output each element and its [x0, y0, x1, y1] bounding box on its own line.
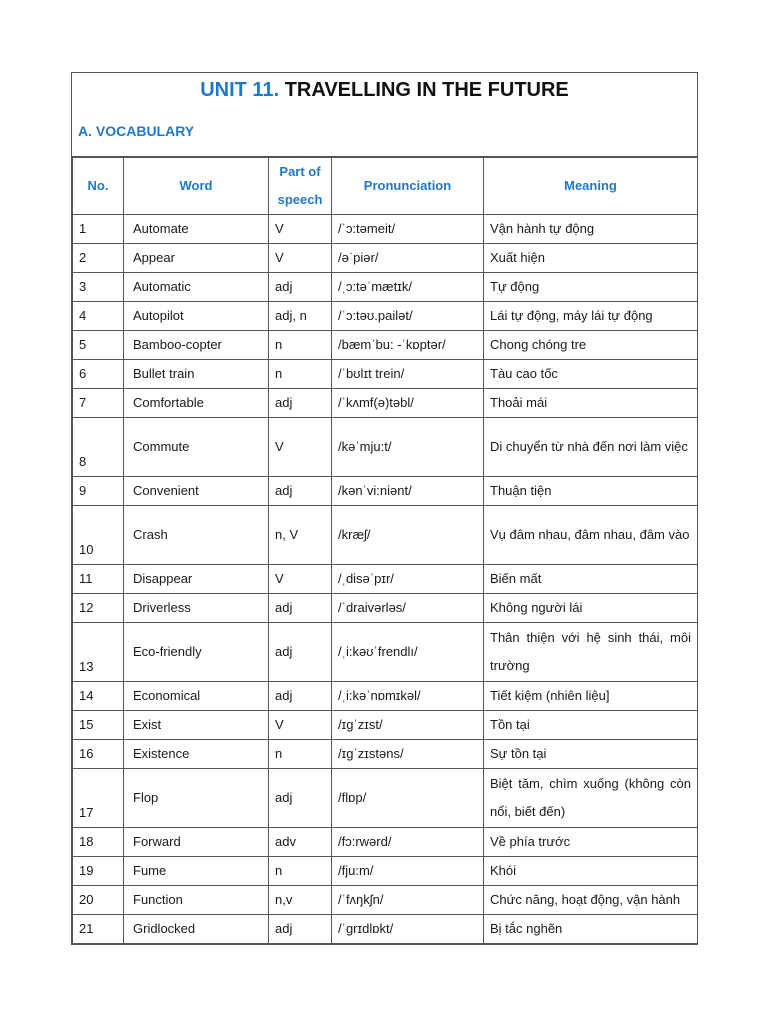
row-word: Flop: [124, 769, 269, 828]
row-part-of-speech: V: [269, 215, 332, 244]
row-number: 18: [73, 828, 124, 857]
row-meaning: Vụ đâm nhau, đâm nhau, đâm vào: [484, 506, 698, 565]
row-meaning: Vận hành tự động: [484, 215, 698, 244]
column-header-pronunciation: Pronunciation: [332, 158, 484, 215]
row-word: Economical: [124, 682, 269, 711]
section-title: A. VOCABULARY: [78, 123, 195, 139]
row-meaning: Thuận tiện: [484, 477, 698, 506]
row-pronunciation: /kənˈvi:niənt/: [332, 477, 484, 506]
row-part-of-speech: adj: [269, 273, 332, 302]
row-part-of-speech: V: [269, 418, 332, 477]
vocabulary-table: [72, 157, 698, 944]
table-row: [73, 915, 698, 944]
row-part-of-speech: adv: [269, 828, 332, 857]
table-row: [73, 565, 698, 594]
table-row: [73, 886, 698, 915]
row-meaning: Chức năng, hoạt động, vận hành: [484, 886, 698, 915]
row-part-of-speech: adj: [269, 623, 332, 682]
row-pronunciation: /ˌi:kəˈnɒmɪkəl/: [332, 682, 484, 711]
table-row: [73, 273, 698, 302]
row-word: Exist: [124, 711, 269, 740]
row-meaning: Khói: [484, 857, 698, 886]
row-part-of-speech: n: [269, 360, 332, 389]
table-body: [73, 215, 698, 944]
unit-title: TRAVELLING IN THE FUTURE: [284, 79, 569, 101]
row-pronunciation: /ˌi:kəʊˈfrendlı/: [332, 623, 484, 682]
row-meaning: Xuất hiện: [484, 244, 698, 273]
table-row: [73, 828, 698, 857]
row-number: 20: [73, 886, 124, 915]
row-meaning: Tự động: [484, 273, 698, 302]
row-number: 6: [73, 360, 124, 389]
row-word: Gridlocked: [124, 915, 269, 944]
row-word: Disappear: [124, 565, 269, 594]
table-header-row: [73, 158, 698, 215]
row-pronunciation: /ˈgrɪdlɒkt/: [332, 915, 484, 944]
row-meaning: Tàu cao tốc: [484, 360, 698, 389]
unit-label: UNIT 11.: [200, 79, 280, 101]
row-part-of-speech: V: [269, 565, 332, 594]
table-row: [73, 418, 698, 477]
row-number: 12: [73, 594, 124, 623]
row-part-of-speech: adj: [269, 594, 332, 623]
row-meaning: Chong chóng tre: [484, 331, 698, 360]
row-pronunciation: /fju:m/: [332, 857, 484, 886]
table-row: [73, 244, 698, 273]
row-part-of-speech: n, V: [269, 506, 332, 565]
row-word: Bullet train: [124, 360, 269, 389]
row-pronunciation: /ˈfʌŋkʃn/: [332, 886, 484, 915]
row-word: Automate: [124, 215, 269, 244]
table-row: [73, 769, 698, 828]
row-pronunciation: /ˌdisəˈpɪr/: [332, 565, 484, 594]
column-header-part-of-speech: [269, 158, 332, 215]
row-meaning: Tiết kiệm (nhiên liệu]: [484, 682, 698, 711]
row-pronunciation: /ˈɔ:təmeit/: [332, 215, 484, 244]
row-number: 17: [73, 769, 124, 828]
row-pronunciation: /bæmˈbu: -ˈkɒptər/: [332, 331, 484, 360]
row-number: 21: [73, 915, 124, 944]
row-pronunciation: /fɔ:rwərd/: [332, 828, 484, 857]
column-header-word: Word: [124, 158, 269, 215]
row-pronunciation: /flɒp/: [332, 769, 484, 828]
row-meaning: Biến mất: [484, 565, 698, 594]
pos-header-line2: speech: [277, 192, 323, 207]
table-row: [73, 623, 698, 682]
row-part-of-speech: n: [269, 857, 332, 886]
row-word: Comfortable: [124, 389, 269, 418]
row-number: 8: [73, 418, 124, 477]
row-pronunciation: /kəˈmju:t/: [332, 418, 484, 477]
row-pronunciation: /əˈpiər/: [332, 244, 484, 273]
table-row: [73, 360, 698, 389]
row-meaning: Lái tự động, máy lái tự động: [484, 302, 698, 331]
row-pronunciation: /ˈbʊlɪt trein/: [332, 360, 484, 389]
row-number: 5: [73, 331, 124, 360]
table-row: [73, 477, 698, 506]
row-number: 15: [73, 711, 124, 740]
row-word: Convenient: [124, 477, 269, 506]
row-word: Fume: [124, 857, 269, 886]
table-row: [73, 711, 698, 740]
row-word: Commute: [124, 418, 269, 477]
row-word: Function: [124, 886, 269, 915]
row-number: 11: [73, 565, 124, 594]
column-header-meaning: Meaning: [484, 158, 698, 215]
pos-header-line1: Part of: [279, 164, 321, 179]
row-word: Eco-friendly: [124, 623, 269, 682]
table-row: [73, 331, 698, 360]
row-word: Automatic: [124, 273, 269, 302]
row-word: Autopilot: [124, 302, 269, 331]
table-row: [73, 857, 698, 886]
table-row: [73, 682, 698, 711]
row-part-of-speech: V: [269, 244, 332, 273]
row-meaning: Sự tồn tại: [484, 740, 698, 769]
row-part-of-speech: n: [269, 331, 332, 360]
row-number: 16: [73, 740, 124, 769]
row-number: 10: [73, 506, 124, 565]
row-pronunciation: /kræʃ/: [332, 506, 484, 565]
row-word: Driverless: [124, 594, 269, 623]
row-meaning: Thân thiện với hệ sinh thái, môi trường: [484, 623, 698, 682]
row-meaning: Biệt tăm, chìm xuống (không còn nổi, biết đến): [484, 769, 698, 828]
row-pronunciation: /ɪgˈzɪstəns/: [332, 740, 484, 769]
table-row: [73, 302, 698, 331]
row-word: Crash: [124, 506, 269, 565]
table-row: [73, 506, 698, 565]
row-part-of-speech: V: [269, 711, 332, 740]
row-pronunciation: /ˈɔ:təʊ.pailət/: [332, 302, 484, 331]
row-part-of-speech: adj, n: [269, 302, 332, 331]
row-part-of-speech: adj: [269, 682, 332, 711]
table-row: [73, 594, 698, 623]
column-header-no: No.: [73, 158, 124, 215]
row-meaning: Tồn tại: [484, 711, 698, 740]
table-row: [73, 740, 698, 769]
row-part-of-speech: adj: [269, 769, 332, 828]
row-meaning: Không người lái: [484, 594, 698, 623]
row-pronunciation: /ˈdraivərləs/: [332, 594, 484, 623]
row-part-of-speech: adj: [269, 477, 332, 506]
row-part-of-speech: adj: [269, 915, 332, 944]
row-word: Forward: [124, 828, 269, 857]
row-word: Existence: [124, 740, 269, 769]
row-number: 3: [73, 273, 124, 302]
row-number: 13: [73, 623, 124, 682]
row-number: 2: [73, 244, 124, 273]
row-part-of-speech: adj: [269, 389, 332, 418]
row-meaning: Di chuyển từ nhà đến nơi làm việc: [484, 418, 698, 477]
page-title: [72, 79, 697, 102]
row-meaning: Về phía trước: [484, 828, 698, 857]
row-word: Bamboo-copter: [124, 331, 269, 360]
row-number: 9: [73, 477, 124, 506]
row-number: 7: [73, 389, 124, 418]
row-pronunciation: /ˌɔ:təˈmætɪk/: [332, 273, 484, 302]
row-number: 1: [73, 215, 124, 244]
row-pronunciation: /ˈkʌmf(ə)təbl/: [332, 389, 484, 418]
row-pronunciation: /ɪgˈzɪst/: [332, 711, 484, 740]
table-row: [73, 215, 698, 244]
row-number: 14: [73, 682, 124, 711]
row-word: Appear: [124, 244, 269, 273]
row-number: 19: [73, 857, 124, 886]
row-number: 4: [73, 302, 124, 331]
row-meaning: Thoải mái: [484, 389, 698, 418]
row-meaning: Bị tắc nghẽn: [484, 915, 698, 944]
vocabulary-sheet: [71, 72, 698, 945]
header-block: [72, 73, 697, 157]
row-part-of-speech: n: [269, 740, 332, 769]
table-row: [73, 389, 698, 418]
row-part-of-speech: n,v: [269, 886, 332, 915]
